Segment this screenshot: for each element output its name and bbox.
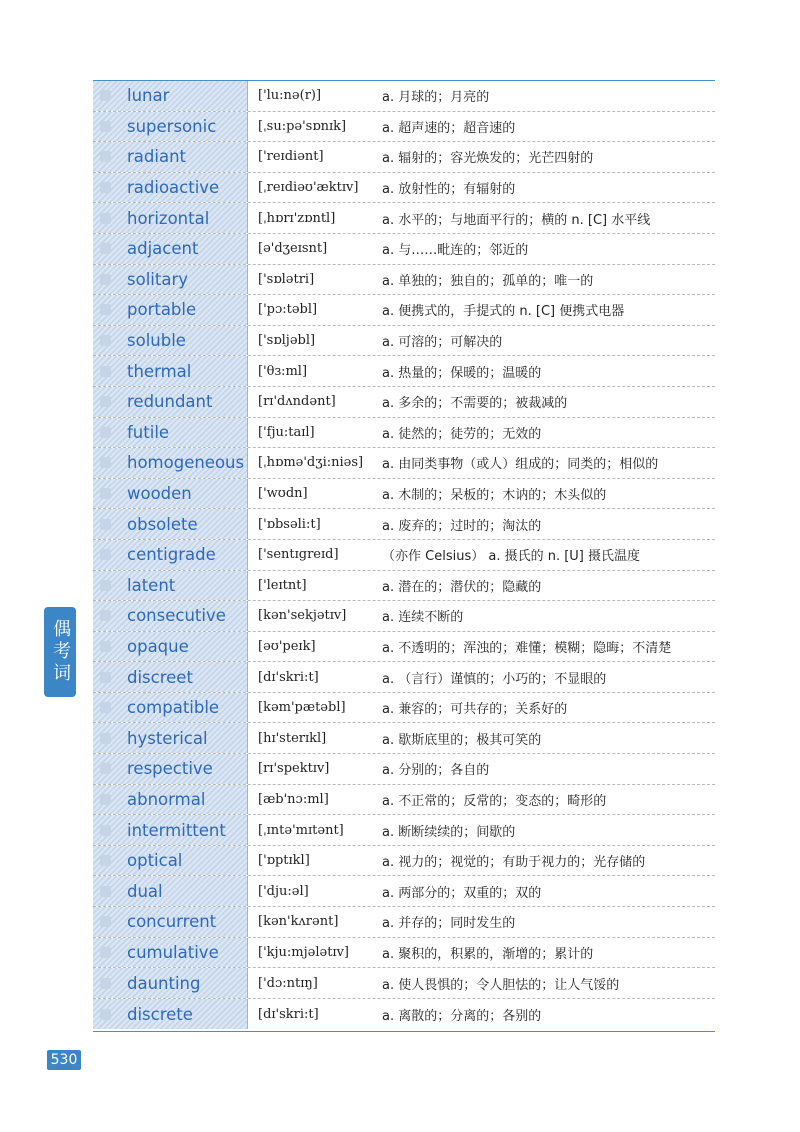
checkbox-icon: [100, 121, 111, 132]
vocab-definition: a. 徒然的；徒劳的；无效的: [382, 426, 542, 442]
checkbox-icon: [100, 886, 111, 897]
vocab-word: respective: [127, 759, 213, 779]
vocab-phonetic: [æb'nɔ:ml]: [258, 791, 329, 807]
vocab-word: portable: [127, 300, 197, 320]
vocab-row: [93, 876, 715, 907]
vocab-definition: a. 放射性的；有辐射的: [382, 182, 516, 198]
word-cell: [93, 142, 248, 172]
word-cell: [93, 815, 248, 845]
vocab-definition: a. （言行）谨慎的；小巧的；不显眼的: [382, 671, 607, 687]
word-cell: [93, 418, 248, 448]
vocab-phonetic: [dɪ'skri:t]: [258, 669, 319, 685]
vocab-word: opaque: [127, 636, 189, 656]
vocab-row: [93, 632, 715, 663]
vocab-phonetic: ['wʊdn]: [258, 486, 308, 502]
vocab-row: [93, 540, 715, 571]
vocab-word: intermittent: [127, 820, 226, 840]
vocab-definition: a. 不正常的；反常的；变态的；畸形的: [382, 793, 607, 809]
vocab-phonetic: ['dɔ:ntɪŋ]: [258, 975, 318, 991]
vocab-definition: a. 不透明的；浑浊的；难懂；模糊；隐晦；不清楚: [382, 640, 672, 656]
vocab-row: [93, 448, 715, 479]
word-cell: [93, 265, 248, 295]
checkbox-icon: [100, 855, 111, 866]
vocab-word: latent: [127, 575, 176, 595]
word-cell: [93, 81, 248, 111]
word-cell: [93, 999, 248, 1030]
checkbox-icon: [100, 457, 111, 468]
vocab-row: [93, 938, 715, 969]
section-side-tab: [44, 607, 76, 697]
vocab-row: [93, 815, 715, 846]
vocab-phonetic: [ˌsu:pə'sɒnɪk]: [258, 118, 347, 134]
vocab-definition: a. 由同类事物（或人）组成的；同类的；相似的: [382, 457, 659, 473]
word-cell: [93, 448, 248, 478]
vocab-word: consecutive: [127, 606, 226, 626]
checkbox-icon: [100, 794, 111, 805]
vocab-phonetic: ['reɪdiənt]: [258, 149, 324, 165]
vocab-word: discrete: [127, 1004, 193, 1024]
vocab-definition: a. 水平的；与地面平行的；横的 n. [C] 水平线: [382, 212, 651, 228]
vocab-definition: a. 超声速的；超音速的: [382, 120, 516, 136]
vocab-definition: a. 可溶的；可解决的: [382, 335, 503, 351]
word-cell: [93, 203, 248, 233]
word-cell: [93, 938, 248, 968]
vocab-row: [93, 662, 715, 693]
vocab-phonetic: [əʊ'peɪk]: [258, 638, 316, 654]
checkbox-icon: [100, 825, 111, 836]
vocab-phonetic: [kəm'pætəbl]: [258, 700, 346, 716]
vocab-definition: （亦作 Celsius） a. 摄氏的 n. [U] 摄氏温度: [382, 549, 641, 565]
vocab-phonetic: [hɪ'sterɪkl]: [258, 730, 327, 746]
vocab-phonetic: ['kju:mjələtɪv]: [258, 944, 350, 960]
vocab-row: [93, 907, 715, 938]
word-cell: [93, 387, 248, 417]
vocab-row: [93, 234, 715, 265]
vocab-definition: a. 断断续续的；间歇的: [382, 824, 516, 840]
vocab-phonetic: ['sentɪgreɪd]: [258, 547, 339, 563]
vocab-word: radioactive: [127, 178, 220, 198]
vocab-row: [93, 509, 715, 540]
word-cell: [93, 846, 248, 876]
checkbox-icon: [100, 90, 111, 101]
vocab-definition: a. 与……毗连的；邻近的: [382, 243, 529, 259]
vocab-phonetic: [rɪ'dʌndənt]: [258, 394, 336, 410]
vocab-word: centigrade: [127, 545, 216, 565]
vocab-definition: a. 歇斯底里的；极其可笑的: [382, 732, 542, 748]
vocab-row: [93, 754, 715, 785]
vocab-row: [93, 356, 715, 387]
vocab-definition: a. 兼容的；可共存的；关系好的: [382, 702, 568, 718]
vocab-word: cumulative: [127, 942, 219, 962]
vocab-word: wooden: [127, 484, 192, 504]
vocab-definition: a. 木制的；呆板的；木讷的；木头似的: [382, 488, 607, 504]
checkbox-icon: [100, 672, 111, 683]
vocab-definition: a. 离散的；分离的；各别的: [382, 1008, 542, 1024]
vocab-word: hysterical: [127, 728, 208, 748]
vocab-word: supersonic: [127, 116, 217, 136]
vocab-definition: a. 连续不断的: [382, 610, 464, 626]
checkbox-icon: [100, 335, 111, 346]
vocab-word: futile: [127, 422, 170, 442]
vocab-row: [93, 479, 715, 510]
checkbox-icon: [100, 151, 111, 162]
checkbox-icon: [100, 702, 111, 713]
vocab-word: adjacent: [127, 239, 199, 259]
vocab-definition: a. 潜在的；潜伏的；隐藏的: [382, 579, 542, 595]
word-cell: [93, 112, 248, 142]
vocab-definition: a. 使人畏惧的；令人胆怯的；让人气馁的: [382, 977, 620, 993]
checkbox-icon: [100, 763, 111, 774]
vocab-row: [93, 999, 715, 1030]
checkbox-icon: [100, 916, 111, 927]
checkbox-icon: [100, 978, 111, 989]
checkbox-icon: [100, 243, 111, 254]
vocab-definition: a. 并存的；同时发生的: [382, 916, 516, 932]
word-cell: [93, 968, 248, 998]
vocab-definition: a. 分别的；各自的: [382, 763, 490, 779]
checkbox-icon: [100, 733, 111, 744]
vocab-definition: a. 月球的；月亮的: [382, 90, 490, 106]
vocab-word: horizontal: [127, 208, 210, 228]
vocab-phonetic: [ˌhɒmə'dʒi:niəs]: [258, 455, 364, 471]
vocab-definition: a. 便携式的，手提式的 n. [C] 便携式电器: [382, 304, 625, 320]
word-cell: [93, 723, 248, 753]
section-side-tab-label: 偶考词: [50, 619, 71, 685]
vocab-row: [93, 968, 715, 999]
vocab-row: [93, 846, 715, 877]
checkbox-icon: [100, 366, 111, 377]
word-cell: [93, 785, 248, 815]
vocab-word: solitary: [127, 269, 188, 289]
vocab-row: [93, 723, 715, 754]
vocab-row: [93, 81, 715, 112]
word-cell: [93, 693, 248, 723]
vocab-row: [93, 295, 715, 326]
vocab-phonetic: ['dju:əl]: [258, 883, 309, 899]
word-cell: [93, 295, 248, 325]
checkbox-icon: [100, 274, 111, 285]
checkbox-icon: [100, 396, 111, 407]
vocab-row: [93, 693, 715, 724]
vocab-phonetic: [ˌhɒrɪ'zɒntl]: [258, 210, 336, 226]
vocab-phonetic: ['sɒljəbl]: [258, 333, 316, 349]
checkbox-icon: [100, 304, 111, 315]
vocab-row: [93, 173, 715, 204]
vocab-row: [93, 326, 715, 357]
vocab-word: radiant: [127, 147, 186, 167]
word-cell: [93, 540, 248, 570]
vocab-row: [93, 418, 715, 449]
vocab-word: obsolete: [127, 514, 198, 534]
vocab-definition: a. 两部分的；双重的；双的: [382, 885, 542, 901]
vocab-word: dual: [127, 881, 163, 901]
word-cell: [93, 876, 248, 906]
word-cell: [93, 662, 248, 692]
vocab-word: thermal: [127, 361, 192, 381]
vocab-row: [93, 203, 715, 234]
vocabulary-table: [93, 80, 715, 1032]
vocab-word: concurrent: [127, 912, 217, 932]
vocab-definition: a. 聚积的，积累的，渐增的；累计的: [382, 946, 594, 962]
vocab-row: [93, 387, 715, 418]
vocab-phonetic: [ˌɪntə'mɪtənt]: [258, 822, 344, 838]
vocab-word: soluble: [127, 331, 186, 351]
vocab-phonetic: [dɪ'skri:t]: [258, 1006, 319, 1022]
vocab-phonetic: [rɪ'spektɪv]: [258, 761, 330, 777]
vocab-definition: a. 辐射的；容光焕发的；光芒四射的: [382, 151, 594, 167]
vocab-definition: a. 视力的；视觉的；有助于视力的；光存储的: [382, 855, 646, 871]
vocab-phonetic: ['pɔ:təbl]: [258, 302, 318, 318]
checkbox-icon: [100, 213, 111, 224]
checkbox-icon: [100, 947, 111, 958]
vocab-phonetic: [ˌreɪdiəʊ'æktɪv]: [258, 180, 359, 196]
word-cell: [93, 326, 248, 356]
checkbox-icon: [100, 610, 111, 621]
checkbox-icon: [100, 641, 111, 652]
word-cell: [93, 509, 248, 539]
vocab-row: [93, 265, 715, 296]
word-cell: [93, 601, 248, 631]
checkbox-icon: [100, 182, 111, 193]
vocab-phonetic: [ə'dʒeɪsnt]: [258, 241, 328, 257]
vocab-phonetic: ['ɒbsəli:t]: [258, 516, 321, 532]
checkbox-icon: [100, 580, 111, 591]
vocab-phonetic: ['sɒlətri]: [258, 271, 315, 287]
vocab-row: [93, 785, 715, 816]
vocab-word: lunar: [127, 86, 170, 106]
vocab-row: [93, 112, 715, 143]
vocab-phonetic: ['leɪtnt]: [258, 577, 307, 593]
vocab-definition: a. 单独的；独自的；孤单的；唯一的: [382, 273, 594, 289]
vocab-phonetic: ['fju:taɪl]: [258, 424, 315, 440]
vocab-word: abnormal: [127, 789, 206, 809]
vocab-phonetic: ['θɜ:ml]: [258, 363, 308, 379]
vocab-word: compatible: [127, 698, 220, 718]
vocab-phonetic: [kən'kʌrənt]: [258, 914, 339, 930]
word-cell: [93, 754, 248, 784]
checkbox-icon: [100, 427, 111, 438]
checkbox-icon: [100, 549, 111, 560]
vocab-word: daunting: [127, 973, 201, 993]
vocab-phonetic: ['lu:nə(r)]: [258, 88, 322, 104]
vocab-definition: a. 多余的；不需要的；被裁减的: [382, 396, 568, 412]
vocab-word: optical: [127, 851, 183, 871]
word-cell: [93, 479, 248, 509]
word-cell: [93, 234, 248, 264]
page-number: 530: [47, 1050, 81, 1070]
vocab-definition: a. 废弃的；过时的；淘汰的: [382, 518, 542, 534]
word-cell: [93, 571, 248, 601]
checkbox-icon: [100, 519, 111, 530]
vocab-word: redundant: [127, 392, 213, 412]
vocab-word: discreet: [127, 667, 193, 687]
word-cell: [93, 356, 248, 386]
vocab-row: [93, 601, 715, 632]
word-cell: [93, 632, 248, 662]
vocab-word: homogeneous: [127, 453, 245, 473]
word-cell: [93, 907, 248, 937]
vocab-phonetic: [kən'sekjətɪv]: [258, 608, 347, 624]
vocab-phonetic: ['ɒptɪkl]: [258, 853, 310, 869]
vocab-row: [93, 142, 715, 173]
checkbox-icon: [100, 1009, 111, 1020]
vocab-row: [93, 571, 715, 602]
word-cell: [93, 173, 248, 203]
checkbox-icon: [100, 488, 111, 499]
vocab-definition: a. 热量的；保暖的；温暖的: [382, 365, 542, 381]
